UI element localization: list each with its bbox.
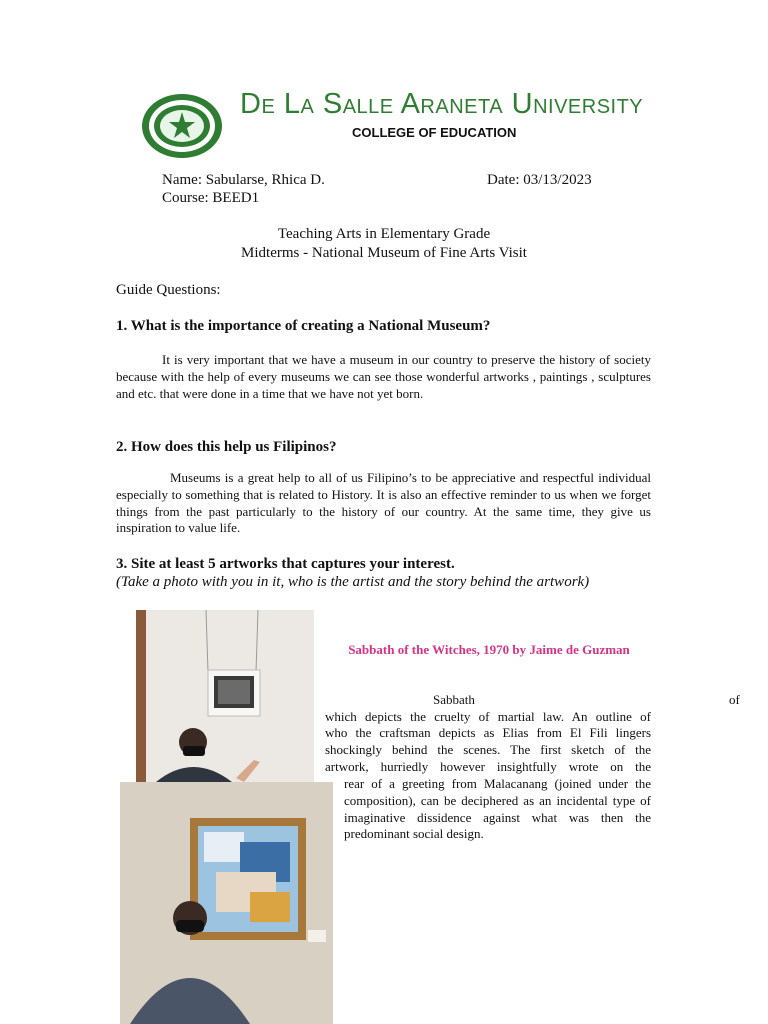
question-3-note: (Take a photo with you in it, who is the artist and the story behind the artwork) (116, 574, 590, 590)
artwork-1-desc-word-1: Sabbath (433, 692, 475, 707)
artwork-1-desc-word-2: of (729, 692, 740, 707)
artwork-1-desc-line-5: artwork, hurriedly however insightfully wrote on the (325, 759, 651, 774)
museum-photo-2 (120, 782, 333, 1024)
museum-photo-1 (136, 610, 314, 782)
university-seal-icon (140, 92, 224, 160)
university-name: De La Salle Araneta University (240, 88, 644, 120)
answer-2: Museums is a great help to all of us Filipino’s to be appreciative and respectful individual especially to something that is related to History. It is also an effective reminder to us when we forget things from the past particularly to the history of our country. At the same time, they give us inspiration to value life. (116, 470, 651, 536)
subject-title: Teaching Arts in Elementary Grade (277, 226, 491, 242)
artwork-1-desc-line-2: which depicts the cruelty of martial law. An outline of (325, 709, 651, 724)
artwork-1-desc-line-4: shockingly behind the scenes. The first sketch of the (325, 742, 651, 757)
submission-date: Date: 03/13/2023 (487, 172, 592, 188)
artwork-1-desc-rest: rear of a greeting from Malacanang (joined under the composition), can be deciphered as an incidental type of imaginative dissidence against what was then the predominant social design. (344, 776, 651, 842)
college-name: COLLEGE OF EDUCATION (352, 125, 517, 140)
question-1: 1. What is the importance of creating a National Museum? (116, 318, 491, 334)
student-course: Course: BEED1 (162, 190, 260, 206)
activity-title: Midterms - National Museum of Fine Arts Visit (241, 245, 527, 261)
question-3: 3. Site at least 5 artworks that captures your interest. (116, 556, 455, 572)
artwork-1-title: Sabbath of the Witches, 1970 by Jaime de Guzman (348, 642, 630, 657)
guide-questions-label: Guide Questions: (116, 282, 221, 298)
question-2: 2. How does this help us Filipinos? (116, 439, 337, 455)
student-name: Name: Sabularse, Rhica D. (162, 172, 325, 188)
answer-1: It is very important that we have a museum in our country to preserve the history of society because with the help of every museums we can see those wonderful artworks , paintings , sculptures and etc. that were done in a time that we have not yet born. (116, 352, 651, 401)
artwork-1-desc-line-3: who the craftsman depicts as Elias from El Fili lingers (325, 725, 651, 740)
